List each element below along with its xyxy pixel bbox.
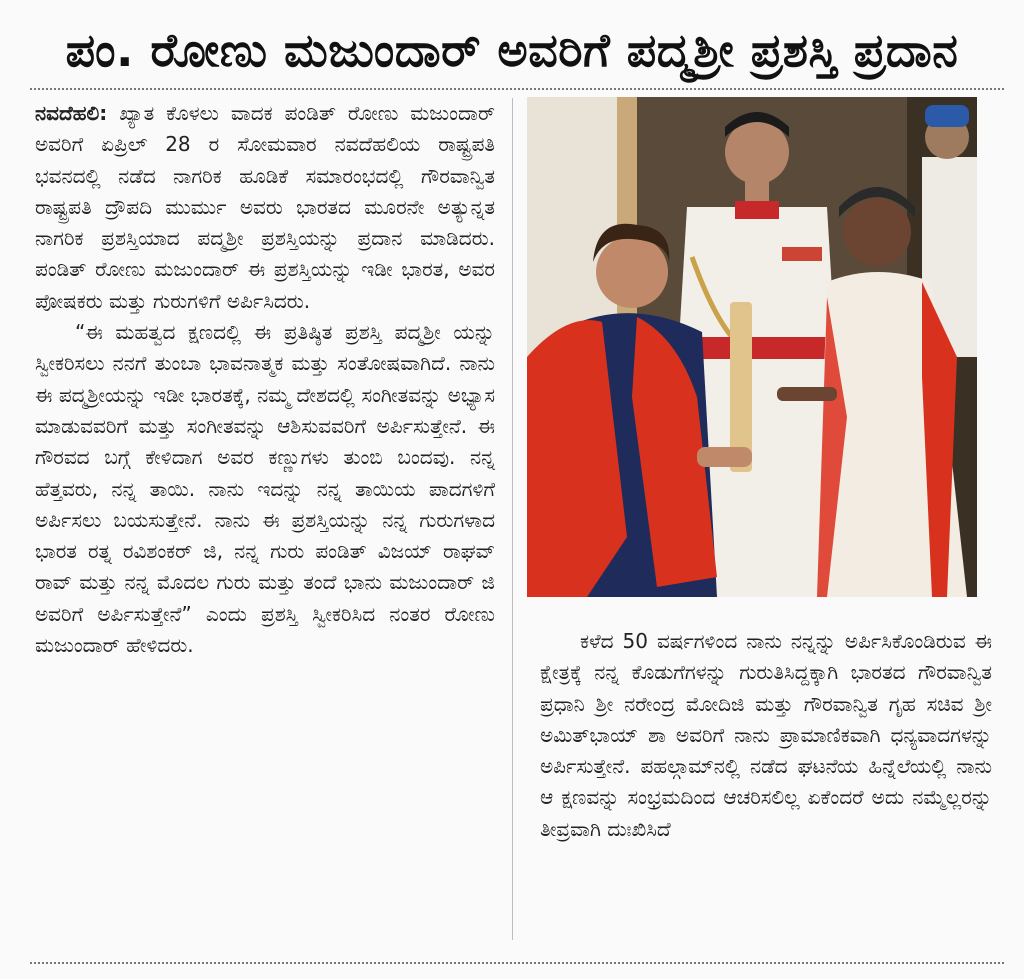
headline: ಪಂ. ರೋಣು ಮಜುಂದಾರ್ ಅವರಿಗೆ ಪದ್ಮಶ್ರೀ ಪ್ರಶಸ್ತಿ ಪ್ರದಾನ xyxy=(65,23,959,77)
top-dotted-rule xyxy=(30,88,1004,90)
award-ceremony-photo xyxy=(527,97,977,597)
dateline: ನವದೆಹಲಿ: xyxy=(35,101,108,125)
article-column-left xyxy=(35,98,495,661)
photo-illustration xyxy=(527,97,977,597)
paragraph-3: ಕಳೆದ 50 ವರ್ಷಗಳಿಂದ ನಾನು ನನ್ನನ್ನು ಅರ್ಪಿಸಿಕೊಂಡಿರುವ ಈ ಕ್ಷೇತ್ರಕ್ಕೆ ನನ್ನ ಕೊಡುಗೆಗಳನ್ನು ಗುರುತಿಸಿದ್ದಕ್ಕಾಗಿ ಭಾರತದ ಗೌರವಾನ್ವಿತ ಪ್ರಧಾನಿ ಶ್ರೀ ನರೇಂದ್ರ ಮೋದಿಜಿ ಮತ್ತು ಗೌರವಾನ್ವಿತ ಗೃಹ ಸಚಿವ ಶ್ರೀ ಅಮಿತ್‌ಭಾಯ್ ಶಾ ಅವರಿಗೆ ನಾನು ಪ್ರಾಮಾಣಿಕವಾಗಿ ಧನ್ಯವಾದಗಳನ್ನು ಅರ್ಪಿಸುತ್ತೇನೆ. ಪಹಲ್ಗಾಮ್‌ನಲ್ಲಿ ನಡೆದ ಘಟನೆಯ ಹಿನ್ನೆಲೆಯಲ್ಲಿ ನಾನು ಆ ಕ್ಷಣವನ್ನು ಸಂಭ್ರಮದಿಂದ ಆಚರಿಸಲಿಲ್ಲ ಏಕೆಂದರೆ ಅದು ನಮ್ಮೆಲ್ಲರನ್ನು ತೀವ್ರವಾಗಿ ದುಃಖಿಸಿದೆ xyxy=(540,629,992,841)
bottom-dotted-rule xyxy=(30,962,1004,964)
paragraph-1 xyxy=(35,98,495,317)
column-divider xyxy=(512,98,513,940)
paragraph-2: “ಈ ಮಹತ್ವದ ಕ್ಷಣದಲ್ಲಿ ಈ ಪ್ರತಿಷ್ಠಿತ ಪ್ರಶಸ್ತಿ ಪದ್ಮಶ್ರೀ ಯನ್ನು ಸ್ವೀಕರಿಸಲು ನನಗೆ ತುಂಬಾ ಭಾವನಾತ್ಮಕ ಮತ್ತು ಸಂತೋಷವಾಗಿದೆ. ನಾನು ಈ ಪದ್ಮಶ್ರೀಯನ್ನು ಇಡೀ ಭಾರತಕ್ಕೆ, ನಮ್ಮ ದೇಶದಲ್ಲಿ ಸಂಗೀತವನ್ನು ಅಭ್ಯಾಸ ಮಾಡುವವರಿಗೆ ಮತ್ತು ಸಂಗೀತವನ್ನು ಆಶಿಸುವವರಿಗೆ ಅರ್ಪಿಸುತ್ತೇನೆ. ಈ ಗೌರವದ ಬಗ್ಗೆ ಕೇಳಿದಾಗ ಅವರ ಕಣ್ಣುಗಳು ತುಂಬಿ ಬಂದವು. ನನ್ನ ಹೆತ್ತವರು, ನನ್ನ ತಾಯಿ. ನಾನು ಇದನ್ನು ನನ್ನ ತಾಯಿಯ ಪಾದಗಳಿಗೆ ಅರ್ಪಿಸಲು ಬಯಸುತ್ತೇನೆ. ನಾನು ಈ ಪ್ರಶಸ್ತಿಯನ್ನು ನನ್ನ ಗುರುಗಳಾದ ಭಾರತ ರತ್ನ ರವಿಶಂಕರ್ ಜಿ, ನನ್ನ ಗುರು ಪಂಡಿತ್ ವಿಜಯ್ ರಾಘವ್ ರಾವ್ ಮತ್ತು ನನ್ನ ಮೊದಲ ಗುರು ಮತ್ತು ತಂದೆ ಭಾನು ಮಜುಂದಾರ್ ಜಿ ಅವರಿಗೆ ಅರ್ಪಿಸುತ್ತೇನೆ” ಎಂದು ಪ್ರಶಸ್ತಿ ಸ್ವೀಕರಿಸಿದ ನಂತರ ರೋಣು ಮಜುಂದಾರ್ ಹೇಳಿದರು. xyxy=(35,320,495,658)
paragraph-1-text: ಖ್ಯಾತ ಕೊಳಲು ವಾದಕ ಪಂಡಿತ್ ರೋಣು ಮಜುಂದಾರ್ ಅವರಿಗೆ ಏಪ್ರಿಲ್ 28 ರ ಸೋಮವಾರ ನವದೆಹಲಿಯ ರಾಷ್ಟ್ರಪತಿ ಭವನದಲ್ಲಿ ನಡೆದ ನಾಗರಿಕ ಹೂಡಿಕೆ ಸಮಾರಂಭದಲ್ಲಿ ಗೌರವಾನ್ವಿತ ರಾಷ್ಟ್ರಪತಿ ದ್ರೌಪದಿ ಮುರ್ಮು ಅವರು ಭಾರತದ ಮೂರನೇ ಅತ್ಯುನ್ನತ ನಾಗರಿಕ ಪ್ರಶಸ್ತಿಯಾದ ಪದ್ಮಶ್ರೀ ಪ್ರಶಸ್ತಿಯನ್ನು ಪ್ರದಾನ ಮಾಡಿದರು. ಪಂಡಿತ್ ರೋಣು ಮಜುಂದಾರ್ ಈ ಪ್ರಶಸ್ತಿಯನ್ನು ಇಡೀ ಭಾರತ, ಅವರ ಪೋಷಕರು ಮತ್ತು ಗುರುಗಳಿಗೆ ಅರ್ಪಿಸಿದರು. xyxy=(35,101,495,313)
article-column-right xyxy=(540,626,992,845)
